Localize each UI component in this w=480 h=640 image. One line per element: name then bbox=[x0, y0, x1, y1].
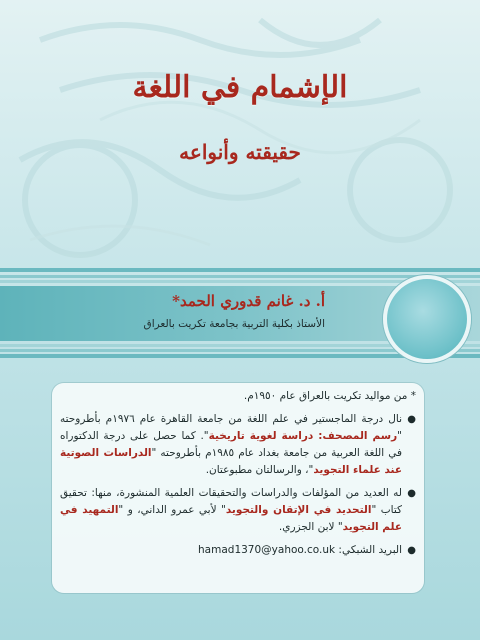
bio-birth-text: * من مواليد تكريت بالعراق عام ١٩٥٠م. bbox=[243, 390, 416, 402]
bullet-icon: ● bbox=[407, 545, 416, 556]
bio-publications-text: له العديد من المؤلفات والدراسات والتحقيقات العلمية المنشورة، منها: تحقيق كتاب " bbox=[60, 487, 402, 516]
bio-degrees-text: نال درجة الماجستير في علم اللغة من جامعة القاهرة عام ١٩٧٦م بأطروحته " bbox=[60, 413, 402, 442]
thesis-title-masters: رسم المصحف: دراسة لغوية تاريخية bbox=[208, 430, 398, 442]
thesis-title-doctorate: الدراسات الصوتية عند علماء التجويد bbox=[60, 447, 402, 476]
author-name: أ. د. غانم قدوري الحمد* bbox=[172, 292, 325, 310]
bio-publications-text: " لأبي عمرو الداني، و " bbox=[118, 504, 226, 516]
book-title: الإشمام في اللغة bbox=[132, 70, 348, 105]
bullet-icon: ● bbox=[407, 414, 416, 425]
bio-birth bbox=[60, 388, 416, 405]
stripe bbox=[0, 268, 480, 272]
bio-list bbox=[60, 388, 416, 565]
author-affiliation: الأستاذ بكلية التربية بجامعة تكريت بالعراق bbox=[143, 318, 325, 330]
bio-degrees bbox=[60, 411, 416, 479]
email-address[interactable]: hamad1370@yahoo.co.uk bbox=[198, 544, 336, 556]
bio-degrees-text: "، والرسالتان مطبوعتان. bbox=[205, 464, 314, 476]
book-subtitle: حقيقته وأنواعه bbox=[179, 140, 301, 164]
stripe bbox=[0, 275, 480, 278]
decorative-circle bbox=[383, 275, 471, 363]
bio-email bbox=[60, 542, 416, 559]
bio-degrees-text: ". كما حصل على درجة الدكتوراه في اللغة العربية من جامعة بغداد عام ١٩٨٥م بأطروحته " bbox=[60, 430, 402, 459]
edited-book-title: التمهيد في علم التجويد bbox=[60, 504, 402, 533]
bullet-icon: ● bbox=[407, 488, 416, 499]
bio-publications bbox=[60, 485, 416, 536]
edited-book-title: التحديد في الإتقان والتجويد bbox=[225, 504, 372, 516]
bio-publications-text: " لابن الجزري. bbox=[278, 521, 343, 533]
email-label: البريد الشبكي: bbox=[335, 544, 402, 556]
